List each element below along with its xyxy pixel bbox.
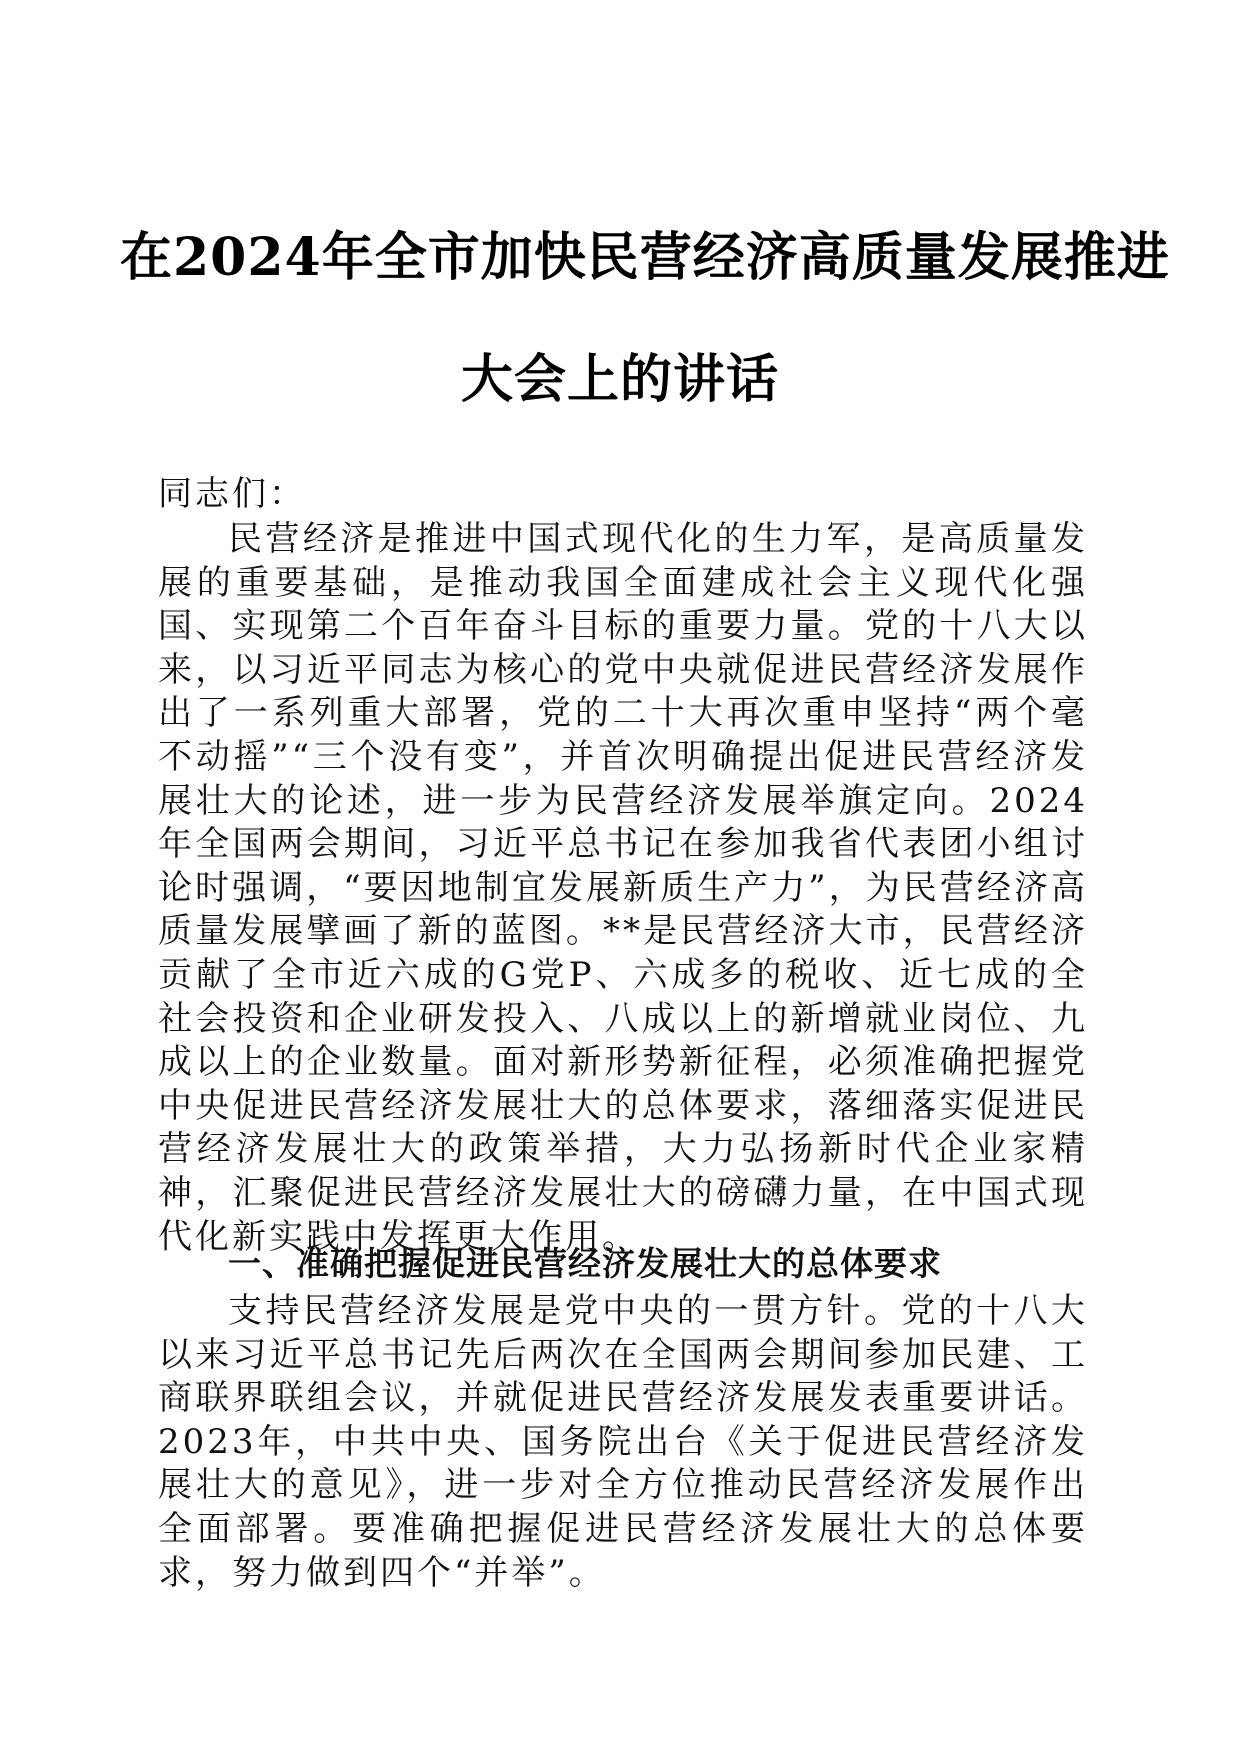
document-title-line-1: 在2024年全市加快民营经济高质量发展推进 [120, 227, 1170, 288]
section-heading-1: 一、准确把握促进民营经济发展壮大的总体要求 [228, 1244, 942, 1283]
salutation: 同志们： [158, 474, 306, 514]
paragraph-section-1: 支持民营经济发展是党中央的一贯方针。党的十八大以来习近平总书记先后两次在全国两会期间参加民建、工商联界联组会议，并就促进民营经济发展发表重要讲话。2023年，中共中央、国务院出台《关于促进民营经济发展壮大的意见》，进一步对全方位推动民营经济发展作出全面部署。要准确把握促进民营经济发展壮大的总体要求，努力做到四个“并举”。 [158, 1291, 1088, 1593]
document-title-line-2: 大会上的讲话 [460, 349, 779, 410]
paragraph-intro: 民营经济是推进中国式现代化的生力军，是高质量发展的重要基础，是推动我国全面建成社会主义现代化强国、实现第二个百年奋斗目标的重要力量。党的十八大以来，以习近平同志为核心的党中央就促进民营经济发展作出了一系列重大部署，党的二十大再次重申坚持“两个毫不动摇”“三个没有变”，并首次明确提出促进民营经济发展壮大的论述，进一步为民营经济发展举旗定向。2024年全国两会期间，习近平总书记在参加我省代表团小组讨论时强调，“要因地制宜发展新质生产力”，为民营经济高质量发展擘画了新的蓝图。**是民营经济大市，民营经济贡献了全市近六成的G党P、六成多的税收、近七成的全社会投资和企业研发投入、八成以上的新增就业岗位、九成以上的企业数量。面对新形势新征程，必须准确把握党中央促进民营经济发展壮大的总体要求，落细落实促进民营经济发展壮大的政策举措，大力弘扬新时代企业家精神，汇聚促进民营经济发展壮大的磅礴力量，在中国式现代化新实践中发挥更大作用。 [158, 519, 1088, 1257]
